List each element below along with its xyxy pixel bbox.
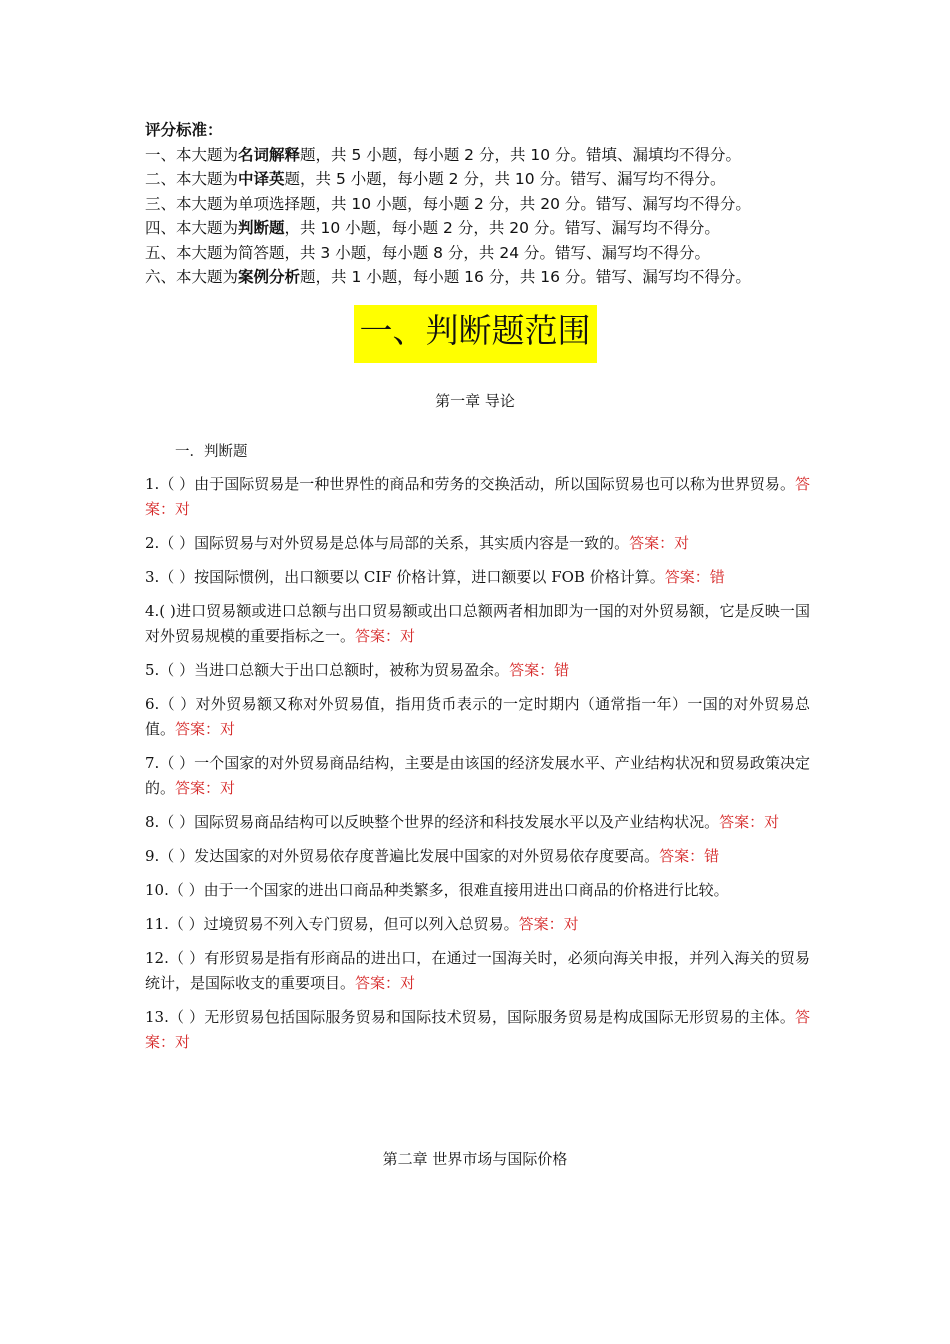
question-item (145, 751, 810, 801)
question-item (145, 912, 810, 937)
grading-criteria (145, 118, 835, 290)
answer-label: 答案：错 (664, 568, 725, 586)
question-text: 2.（ ）国际贸易与对外贸易是总体与局部的关系，其实质内容是一致的。 (145, 534, 630, 552)
answer-label: 答案：对 (629, 534, 690, 552)
question-text: 12.（ ）有形贸易是指有形商品的进出口，在通过一国海关时，必须向海关申报，并列入海关的贸易统计，是国际收支的重要项目。 (145, 949, 810, 992)
criteria-line: 二、本大题为中译英题，共 5 小题，每小题 2 分，共 10 分。错写、漏写均不得分。 (145, 170, 726, 188)
criteria-title: 评分标准： (145, 121, 223, 139)
question-item (145, 658, 810, 683)
question-item (145, 472, 810, 522)
answer-label: 答案：错 (659, 847, 720, 865)
answer-label: 答案：对 (719, 813, 780, 831)
question-text: 11.（ ）过境贸易不列入专门贸易，但可以列入总贸易。 (145, 915, 519, 933)
section-banner: 一、判断题范围 (354, 305, 597, 363)
question-text: 5.（ ）当进口总额大于出口总额时，被称为贸易盈余。 (145, 661, 510, 679)
answer-label: 答案：对 (175, 720, 236, 738)
question-item (145, 565, 810, 590)
criteria-line: 四、本大题为判断题，共 10 小题，每小题 2 分，共 20 分。错写、漏写均不得分。 (145, 219, 720, 237)
question-item (145, 946, 810, 996)
question-item (145, 844, 810, 869)
answer-label: 答案：对 (355, 974, 416, 992)
question-item (145, 810, 810, 835)
question-text: 10.（ ）由于一个国家的进出口商品种类繁多，很难直接用进出口商品的价格进行比较。 (145, 881, 729, 899)
question-item (145, 878, 810, 903)
answer-label: 答案：对 (175, 779, 236, 797)
question-item (145, 531, 810, 556)
question-list (145, 472, 810, 1064)
criteria-line: 三、本大题为单项选择题，共 10 小题，每小题 2 分，共 20 分。错写、漏写均不得分。 (145, 194, 751, 213)
answer-label: 答案：对 (145, 1008, 810, 1051)
question-text: 7.（ ）一个国家的对外贸易商品结构，主要是由该国的经济发展水平、产业结构状况和贸易政策决定的。 (145, 754, 810, 797)
question-text: 13.（ ）无形贸易包括国际服务贸易和国际技术贸易，国际服务贸易是构成国际无形贸易的主体。 (145, 1008, 795, 1026)
question-text: 6.（ ）对外贸易额又称对外贸易值，指用货币表示的一定时期内（通常指一年）一国的对外贸易总值。 (145, 695, 810, 738)
section-heading: 一．判断题 (175, 444, 248, 460)
chapter-heading: 第二章 世界市场与国际价格 (382, 1150, 568, 1168)
question-item (145, 692, 810, 742)
criteria-line: 五、本大题为简答题，共 3 小题，每小题 8 分，共 24 分。错写、漏写均不得分。 (145, 243, 711, 262)
question-item (145, 599, 810, 649)
banner-wrapper (0, 305, 950, 363)
chapter-heading: 第一章 导论 (435, 392, 515, 410)
answer-label: 答案：对 (518, 915, 579, 933)
answer-label: 答案：错 (509, 661, 570, 679)
answer-label: 答案：对 (355, 627, 416, 645)
question-item (145, 1005, 810, 1055)
question-text: 8.（ ）国际贸易商品结构可以反映整个世界的经济和科技发展水平以及产业结构状况。 (145, 813, 720, 831)
answer-label: 答案：对 (145, 475, 810, 518)
question-text: 3.（ ）按国际惯例，出口额要以 CIF 价格计算，进口额要以 FOB 价格计算。 (145, 568, 665, 586)
question-text: 9.（ ）发达国家的对外贸易依存度普遍比发展中国家的对外贸易依存度要高。 (145, 847, 660, 865)
criteria-line: 一、本大题为名词解释题，共 5 小题，每小题 2 分，共 10 分。错填、漏填均不得分。 (145, 145, 742, 164)
criteria-line: 六、本大题为案例分析题，共 1 小题，每小题 16 分，共 16 分。错写、漏写均不得分。 (145, 268, 751, 286)
question-text: 4.( )进口贸易额或进口总额与出口贸易额或出口总额两者相加即为一国的对外贸易额，它是反映一国对外贸易规模的重要指标之一。 (145, 602, 810, 645)
question-text: 1.（ ）由于国际贸易是一种世界性的商品和劳务的交换活动，所以国际贸易也可以称为世界贸易。 (145, 475, 795, 493)
